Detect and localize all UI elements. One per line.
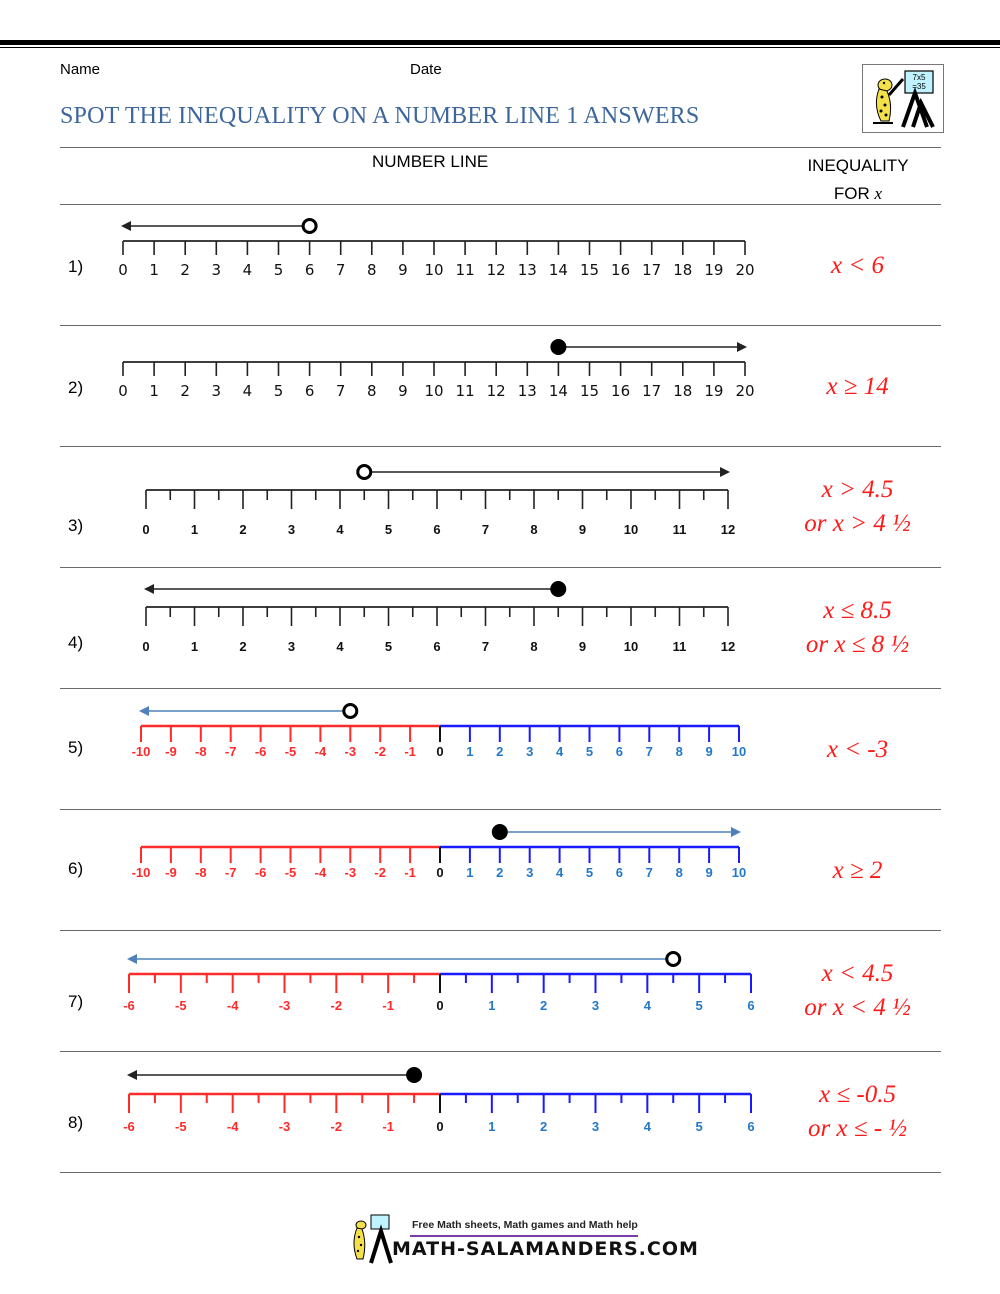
salamander-logo [862,64,944,133]
tick-label: 5 [695,1119,703,1134]
closed-circle-icon [406,1067,422,1083]
tick-label: 19 [704,382,724,400]
tick-label: -3 [344,865,357,880]
tick-label: 10 [731,744,747,759]
tick-label: 6 [615,744,624,759]
column-header-inequality-line2: FOR x [833,184,883,203]
tick-label: 1 [190,639,199,654]
question-row [0,1052,1000,1173]
tick-label: 1 [466,744,474,759]
tick-label: 20 [735,261,755,279]
tick-label: 8 [675,865,683,880]
arrow-left-icon [139,706,149,716]
tick-label: -6 [123,998,135,1013]
logo-board-line1: 7x5 [912,73,926,82]
arrow-left-icon [121,221,131,231]
tick-label: -7 [224,744,237,759]
inequality-answer [775,957,940,1025]
inequality-answer [775,249,940,283]
inequality-answer-line: x ≥ 2 [832,857,883,884]
footer-site-link[interactable]: MATH-SALAMANDERS.COM [392,1238,699,1260]
tick-label: 9 [398,261,408,279]
tick-label: 2 [496,744,504,759]
table-top-rule [60,147,941,148]
tick-label: 10 [424,382,444,400]
tick-label: 14 [548,382,568,400]
salamander-teacher-icon [863,65,943,132]
tick-label: 1 [190,522,199,537]
question-row [0,689,1000,810]
question-number: 1) [68,257,84,276]
tick-label: 18 [673,382,693,400]
tick-label: 6 [747,1119,755,1134]
tick-label: 11 [455,382,475,400]
tick-label: -10 [131,744,151,759]
tick-label: -4 [314,744,327,759]
logo-board-line2: =35 [912,82,926,91]
tick-label: 9 [578,522,587,537]
question-number: 3) [68,516,84,535]
tick-label: -1 [404,865,416,880]
inequality-answer-line: x ≤ 8.5 [823,597,892,624]
tick-label: 16 [611,261,631,279]
inequality-answer-line: x < 6 [831,252,884,279]
tick-label: 11 [672,522,687,537]
tick-label: 6 [304,261,315,279]
tick-label: 7 [645,865,653,880]
tick-label: 2 [180,382,190,400]
tick-label: 4 [643,1119,651,1134]
column-header-inequality-line1: INEQUALITY [807,156,909,175]
top-rule [0,40,1000,45]
tick-label: 3 [526,865,534,880]
tick-label: 3 [287,639,296,654]
tick-label: 2 [239,522,247,537]
question-number: 4) [68,633,84,652]
tick-label: 10 [623,522,639,537]
tick-label: 13 [517,261,537,279]
tick-label: 0 [436,998,444,1013]
top-rule-thin [0,47,1000,48]
inequality-answer [775,854,940,888]
question-row [0,205,1000,326]
tick-label: 2 [239,639,247,654]
tick-label: 5 [695,998,703,1013]
arrow-right-icon [737,342,747,352]
inequality-answer-line: x > 4.5 [821,476,894,503]
tick-label: 7 [335,261,346,279]
tick-label: -7 [224,865,237,880]
tick-label: 4 [336,522,344,537]
inequality-answer [775,1078,940,1146]
tick-label: 4 [555,744,564,759]
tick-label: 3 [591,998,600,1013]
tick-label: 6 [615,865,624,880]
tick-label: 6 [433,639,441,654]
tick-label: 13 [517,382,537,400]
date-label: Date [410,61,442,78]
footer-divider [410,1235,638,1237]
tick-label: -3 [278,1119,291,1134]
tick-label: -8 [195,744,207,759]
tick-label: -4 [314,865,327,880]
tick-label: 5 [273,382,284,400]
number-line [0,447,780,568]
tick-label: 6 [304,382,315,400]
tick-label: 9 [398,382,408,400]
tick-label: 3 [287,522,296,537]
tick-label: 10 [424,261,444,279]
number-line [0,931,780,1052]
inequality-answer-line: or x > 4 ½ [804,510,911,537]
number-line [0,689,780,810]
question-row [0,810,1000,931]
question-number: 8) [68,1113,84,1132]
tick-label: 15 [579,261,600,279]
tick-label: 7 [645,744,653,759]
tick-label: 1 [149,261,159,279]
tick-label: 1 [149,382,159,400]
tick-label: -6 [123,1119,135,1134]
open-circle-icon [667,953,680,966]
tick-label: 3 [591,1119,600,1134]
tick-label: 5 [585,865,594,880]
tick-label: 4 [555,865,564,880]
tick-label: 2 [180,261,190,279]
footer-tagline: Free Math sheets, Math games and Math help [412,1219,638,1231]
inequality-answer-line: x ≥ 14 [826,373,889,400]
tick-label: 17 [642,261,662,279]
tick-label: -2 [374,744,386,759]
inequality-answer-line: or x ≤ 8 ½ [805,631,910,658]
question-number: 7) [68,992,84,1011]
tick-label: 7 [481,639,490,654]
number-line [0,326,780,447]
tick-label: 1 [488,1119,496,1134]
tick-label: 4 [242,261,253,279]
tick-label: 18 [673,261,693,279]
arrow-left-icon [127,1070,137,1080]
tick-label: -3 [278,998,291,1013]
question-number: 6) [68,859,84,878]
inequality-answer [775,594,940,662]
inequality-answer-line: or x < 4 ½ [804,994,911,1021]
number-line [0,568,780,689]
tick-label: 0 [436,744,444,759]
tick-label: 19 [704,261,724,279]
tick-label: 10 [623,639,639,654]
inequality-answer [775,473,940,541]
inequality-answer [775,733,940,767]
row-divider [60,1172,941,1173]
column-header-number-line: NUMBER LINE [372,152,489,171]
number-line [0,205,780,326]
closed-circle-icon [550,339,566,355]
tick-label: 15 [579,382,600,400]
tick-label: 5 [384,522,393,537]
question-number: 2) [68,378,84,397]
tick-label: -2 [374,865,386,880]
inequality-answer-line: x < 4.5 [821,960,894,987]
tick-label: -8 [195,865,207,880]
tick-label: 10 [731,865,747,880]
tick-label: 8 [367,261,377,279]
tick-label: 8 [675,744,683,759]
tick-label: 9 [705,865,713,880]
tick-label: 12 [720,522,736,537]
tick-label: -5 [175,998,187,1013]
tick-label: -6 [254,744,267,759]
arrow-right-icon [731,827,741,837]
closed-circle-icon [492,824,508,840]
tick-label: 6 [433,522,441,537]
tick-label: 3 [526,744,534,759]
tick-label: 0 [142,639,150,654]
open-circle-icon [344,705,357,718]
tick-label: 12 [486,382,506,400]
arrow-left-icon [144,584,154,594]
tick-label: 20 [735,382,755,400]
tick-label: -5 [284,744,297,759]
open-circle-icon [303,220,316,233]
tick-label: -5 [284,865,297,880]
tick-label: 4 [242,382,253,400]
tick-label: 14 [548,261,568,279]
tick-label: 17 [642,382,662,400]
name-label: Name [60,61,101,78]
open-circle-icon [358,466,371,479]
tick-label: 4 [336,639,344,654]
tick-label: -6 [254,865,267,880]
tick-label: 0 [436,1119,444,1134]
tick-label: 5 [585,744,594,759]
tick-label: 1 [466,865,474,880]
tick-label: 8 [530,522,538,537]
tick-label: -1 [382,1119,394,1134]
tick-label: 9 [578,639,587,654]
tick-label: 2 [540,998,548,1013]
tick-label: -3 [344,744,357,759]
tick-label: 5 [384,639,393,654]
closed-circle-icon [550,581,566,597]
inequality-answer [775,370,940,404]
tick-label: 0 [118,382,128,400]
tick-label: 1 [488,998,496,1013]
tick-label: 8 [530,639,538,654]
tick-label: -9 [165,865,177,880]
tick-label: -1 [382,998,394,1013]
tick-label: 2 [540,1119,548,1134]
tick-label: -4 [226,1119,239,1134]
tick-label: 0 [436,865,444,880]
inequality-answer-line: x < -3 [826,736,889,763]
tick-label: -2 [330,1119,343,1134]
arrow-right-icon [720,467,730,477]
tick-label: 7 [335,382,346,400]
question-row [0,568,1000,689]
tick-label: 11 [672,639,687,654]
question-number: 5) [68,738,84,757]
tick-label: 8 [367,382,377,400]
tick-label: 3 [211,382,222,400]
arrow-left-icon [127,954,137,964]
tick-label: 16 [611,382,631,400]
question-row [0,447,1000,568]
tick-label: 9 [705,744,713,759]
inequality-answer-line: or x ≤ - ½ [807,1115,908,1142]
tick-label: 12 [486,261,506,279]
tick-label: 7 [481,522,490,537]
page-title: SPOT THE INEQUALITY ON A NUMBER LINE 1 ANSWERS [60,103,700,129]
tick-label: -4 [226,998,239,1013]
number-line [0,810,780,931]
inequality-answer-line: x ≤ -0.5 [819,1081,896,1108]
tick-label: 0 [118,261,128,279]
tick-label: 6 [747,998,755,1013]
tick-label: 11 [455,261,475,279]
question-row [0,931,1000,1052]
tick-label: -9 [165,744,177,759]
tick-label: 0 [142,522,150,537]
number-line [0,1052,780,1173]
tick-label: -10 [131,865,151,880]
tick-label: -1 [404,744,416,759]
tick-label: 3 [211,261,222,279]
question-row [0,326,1000,447]
tick-label: -5 [175,1119,187,1134]
tick-label: 5 [273,261,284,279]
tick-label: 12 [720,639,736,654]
tick-label: 2 [496,865,504,880]
column-header-inequality [790,152,926,208]
tick-label: -2 [330,998,343,1013]
tick-label: 4 [643,998,651,1013]
